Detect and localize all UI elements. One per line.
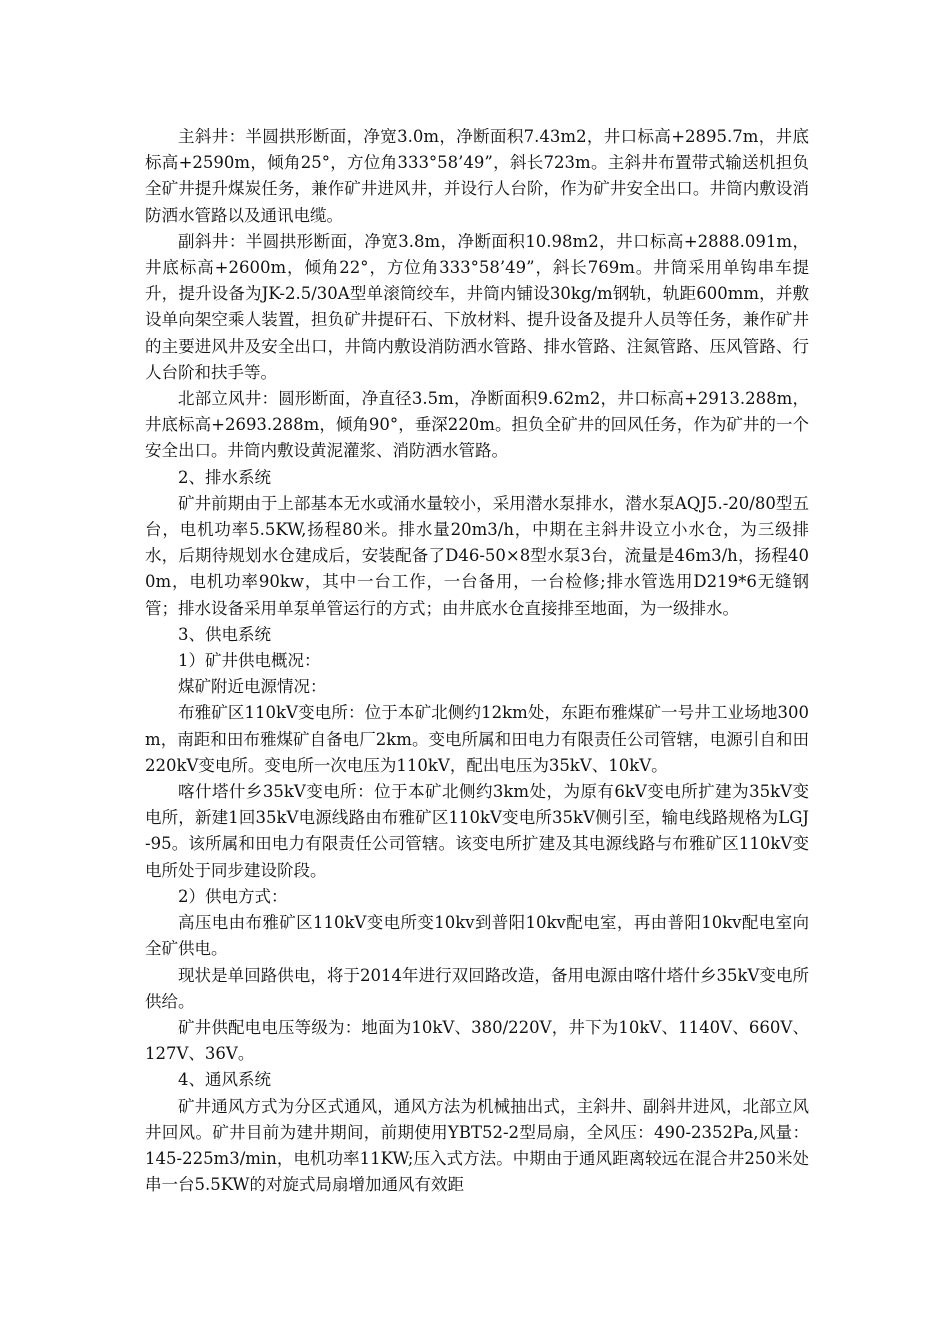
buya-substation-paragraph: 布雅矿区110kV变电所：位于本矿北侧约12km处，东距布雅煤矿一号井工业场地300m，南距和田布雅煤矿自备电厂2km。变电所属和田电力有限责任公司管辖，电源引自和田220kV变电所。变电所一次电压为110kV，配出电压为35kV、10kV。 [145,703,809,775]
supply-mode-paragraph: 高压电由布雅矿区110kV变电所变10kv到普阳10kv配电室，再由普阳10kv配电室向全矿供电。 [145,913,809,959]
north-ventilation-shaft-paragraph: 北部立风井：圆形断面，净直径3.5m，净断面积9.62m2，井口标高+2913.288m，井底标高+2693.288m，倾角90°，垂深220m。担负全矿井的回风任务，作为矿井的一个安全出口。井筒内敷设黄泥灌浆、消防洒水管路。 [145,389,809,461]
ventilation-system-paragraph: 矿井通风方式为分区式通风，通风方法为机械抽出式，主斜井、副斜井进风，北部立风井回风。矿井目前为建井期间，前期使用YBT52-2型局扇，全风压：490-2352Pa,风量： 145-225m3/min，电机功率11KW;压入式方法。中期由于通风距离较远在混合井250米处串一台5.5KW的对旋式局扇增加通风有效距 [145,1096,809,1195]
drainage-system-paragraph: 矿井前期由于上部基本无水或涌水量较小，采用潜水泵排水，潜水泵AQJ5.-20/80型五台，电机功率5.5KW,扬程80米。排水量20m3/h，中期在主斜井设立小水仓，为三级排水，后期待规划水仓建成后，安装配备了D46-50×8型水泵3台，流量是46m3/h，扬程400m，电机功率90kw，其中一台工作，一台备用，一台检修;排水管选用D219*6无缝钢管；排水设备采用单泵单管运行的方式；由井底水仓直接排至地面，为一级排水。 [145,493,809,618]
auxiliary-inclined-shaft-paragraph: 副斜井：半圆拱形断面，净宽3.8m，净断面积10.98m2，井口标高+2888.091m，井底标高+2600m，倾角22°，方位角333°58’49”，斜长769m。井筒采用单钩串车提升，提升设备为JK-2.5/30A型单滚筒绞车，井筒内铺设30kg/m钢轨，轨距600mm，并敷设单向架空乘人装置，担负矿井提矸石、下放材料、提升设备及提升人员等任务，兼作矿井的主要进风井及安全出口，井筒内敷设消防洒水管路、排水管路、注氮管路、压风管路、行人台阶和扶手等。 [145,231,809,382]
main-inclined-shaft-paragraph: 主斜井：半圆拱形断面，净宽3.0m，净断面积7.43m2，井口标高+2895.7m，井底标高+2590m，倾角25°，方位角333°58’49”，斜长723m。主斜井布置带式输送机担负全矿井提升煤炭任务，兼作矿井进风井，并设行人台阶，作为矿井安全出口。井筒内敷设消防洒水管路以及通讯电缆。 [145,127,809,225]
voltage-levels-paragraph: 矿井供配电电压等级为：地面为10kV、380/220V，井下为10kV、1140V、660V、127V、36V。 [145,1017,809,1064]
ventilation-system-heading: 4、通风系统 [178,1070,271,1090]
document-page [145,124,809,1198]
current-status-paragraph: 现状是单回路供电，将于2014年进行双回路改造，备用电源由喀什塔什乡35kV变电所供给。 [145,965,809,1011]
power-supply-heading: 3、供电系统 [178,624,271,644]
supply-mode-heading: 2）供电方式： [178,886,288,906]
drainage-system-heading: 2、排水系统 [178,467,271,487]
power-overview-heading: 1）矿井供电概况： [178,651,321,671]
power-sources-heading: 煤矿附近电源情况： [178,677,327,697]
kashitashi-substation-paragraph: 喀什塔什乡35kV变电所：位于本矿北侧约3km处，为原有6kV变电所扩建为35kV变电所，新建1回35kV电源线路由布雅矿区110kV变电所35kV侧引至，输电线路规格为LGJ-95。该所属和田电力有限责任公司管辖。该变电所扩建及其电源线路与布雅矿区110kV变电所处于同步建设阶段。 [145,782,809,880]
